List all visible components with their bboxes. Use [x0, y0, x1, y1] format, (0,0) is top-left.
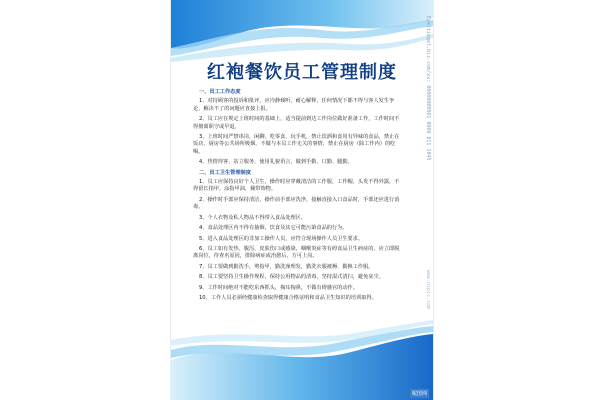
section-heading: 一、员工工作态度 — [199, 89, 241, 95]
list-item: 10、工作人员必须经健康检查取得健康合格证明和食品卫生知识的培训取得。 — [199, 294, 377, 301]
list-item: 3、个人衣物及私人物品不得带入食品处理区。 — [199, 214, 307, 221]
list-item: 1、员工应保持良好个人卫生，操作时应穿戴清洁的工作服，工作帽，头发不得外露，不得留长指甲，涂指甲油，佩带饰物。 — [193, 179, 400, 193]
page-title: 红袍餐饮员工管理制度 — [207, 62, 397, 83]
section-work-attitude — [193, 89, 401, 167]
list-item: 4、食品处理区内不得有抽烟，饮食及其它可能污染食品的行为。 — [199, 225, 348, 232]
section-heading: 二、员工卫生管理制度 — [199, 169, 251, 176]
regulations-body — [193, 88, 401, 305]
list-item: 5、进入食品处理区的非加工操作人员，应符合现场操作人员卫生要求。 — [199, 235, 364, 242]
list-item: 2、员工应在规定上班时间的基础上，适当提前到达工作岗位做好准备工作，工作时间不得擅离职守或早退。 — [193, 116, 400, 130]
list-item: 1、对持顾客的投诉和批评，应冷静倾听，耐心解释，任何情况下都不得与客人发生争论，解决不了的问题应直接上报。 — [193, 98, 395, 112]
list-item: 8、员工要坚持卫生操作规程，保持公用物品的清毒，坚持湿式清扫，避免灰尘。 — [199, 274, 384, 281]
site-watermark: www.nipic.com — [425, 270, 431, 310]
list-item: 7、员工要做到勤洗手，剪指甲，勤洗澡理发，勤洗衣服被褥，勤换工作服。 — [199, 263, 374, 270]
list-item: 6、员工如有发热、腹泻、皮肤伤口或感染，咽喉炎症等有碍食品卫生病症的，应立即脱离岗位，待查名原因，排除病症或治愈后，方可上岗。 — [193, 245, 400, 260]
poster — [170, 0, 434, 400]
list-item: 9、工作时间绝对不能吃东西抓头，掏耳掏鼻，不做有碍感官的动作。 — [199, 284, 358, 291]
list-item: 3、上班时间严禁串岗，闲聊，吃零食，玩手机，禁止饮酒和食用有异味的食品，禁止在饭店，厨房等公共场所吸烟，不做与本员工作无关的事情，禁止在厨房（除工作内）的吃喝。 — [193, 134, 400, 155]
side-watermark: Eyeltiegel.biz.com/xx: 00000000001 0000 811 1045 — [425, 16, 431, 161]
section-hygiene — [193, 170, 401, 303]
list-item: 4、热情待客，站立服务，使用礼貌语言，做到手勤、口勤、腿勤。 — [199, 159, 353, 166]
list-item: 2、操作时手部应保持清洁，操作前手部应洗净，接触直接入口食品时，手部还应进行消毒。 — [193, 196, 400, 211]
corner-logo: 昵图网 — [411, 391, 427, 397]
